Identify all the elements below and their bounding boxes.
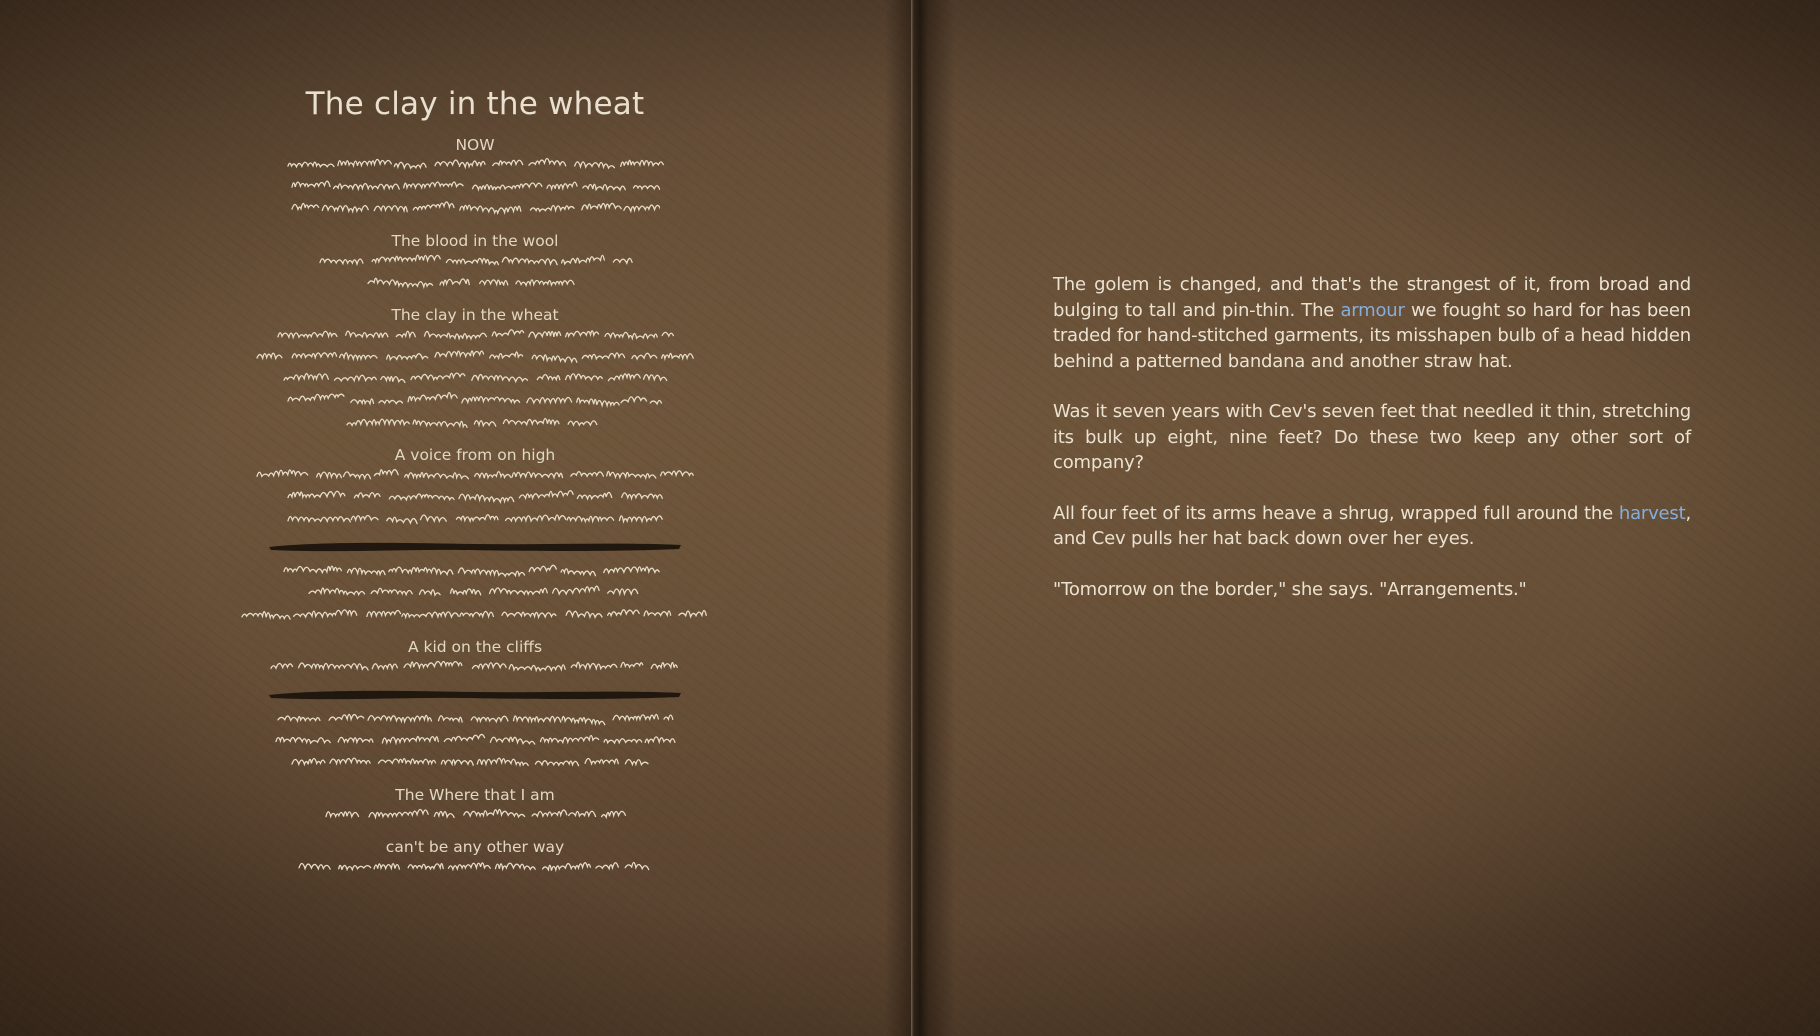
brush-stroke: [265, 686, 685, 702]
scribble-stroke: [288, 491, 662, 502]
scribble-stroke: [320, 255, 632, 264]
scribble-stroke: [292, 202, 660, 213]
verse-section: [150, 838, 800, 878]
scribble-line: [150, 604, 800, 626]
book-spine-shadow: [885, 0, 955, 1036]
scribble-text: [282, 560, 668, 580]
scribble-line-group: [150, 708, 800, 774]
scribble-stroke: [278, 714, 673, 724]
paragraph: All four feet of its arms heave a shrug, wrapped full around the harvest, and Cev pulls her hat back down over her eyes.: [1053, 502, 1691, 549]
verse-section: [150, 638, 800, 774]
scribble-text: [269, 656, 681, 676]
scribble-text: [286, 486, 664, 506]
scribble-line-group: [150, 804, 800, 826]
verse-heading[interactable]: The Where that I am: [395, 786, 555, 804]
scribble-text: [286, 390, 664, 410]
left-page: [150, 60, 800, 878]
page-title: The clay in the wheat: [305, 86, 645, 122]
scribble-line: [150, 272, 800, 294]
verse-heading[interactable]: The blood in the wool: [391, 232, 559, 250]
scribble-stroke: [347, 418, 597, 427]
scribble-text: [290, 752, 660, 772]
scribble-stroke: [257, 351, 693, 362]
scribble-line: [150, 250, 800, 272]
verse-heading[interactable]: The clay in the wheat: [391, 306, 559, 324]
verse-section: [150, 446, 800, 626]
brush-stroke: [265, 538, 685, 554]
scribble-line-group: [150, 250, 800, 294]
scribble-line: [150, 324, 800, 346]
paragraph: The golem is changed, and that's the strangest of it, from broad and bulging to tall and pin-thin. The armour we fought so hard for has been traded for hand-stitched garments, its misshapen bulb of a head hidden behind a patterned bandana and another straw hat.: [1053, 274, 1692, 372]
scribble-stroke: [299, 863, 649, 871]
verse-heading[interactable]: A kid on the cliffs: [407, 638, 543, 656]
scribble-line-group: [150, 856, 800, 878]
scribble-line-group: [150, 656, 800, 678]
scribble-line: [150, 176, 800, 198]
scribble-text: [276, 708, 675, 728]
scribble-line: [150, 804, 800, 826]
scribble-text: [318, 250, 633, 270]
scribble-text: [240, 604, 710, 624]
scribble-line-group: [150, 464, 800, 530]
scribble-stroke: [278, 330, 673, 339]
scribble-line: [150, 856, 800, 878]
scribble-stroke: [288, 515, 662, 524]
scribble-line: [150, 346, 800, 368]
scribble-stroke: [276, 734, 675, 744]
verse-section: [150, 232, 800, 294]
scribble-text: [324, 804, 626, 824]
scribble-text: [290, 198, 660, 218]
scribble-stroke: [288, 159, 663, 169]
scribble-line: [150, 464, 800, 486]
verse-heading[interactable]: NOW: [455, 136, 495, 154]
scribble-stroke: [292, 181, 660, 190]
scribble-line: [150, 730, 800, 752]
verse-heading[interactable]: can't be any other way: [385, 838, 565, 856]
scribble-line-group: [150, 324, 800, 434]
scribble-line: [150, 708, 800, 730]
scribble-line: [150, 412, 800, 434]
scribble-line: [150, 582, 800, 604]
scribble-text: [290, 176, 660, 196]
scribble-text: [286, 508, 664, 528]
keyword-link-harvest[interactable]: harvest: [1618, 502, 1686, 524]
paragraph: Was it seven years with Cev's seven feet that needled it thin, stretching its bulk up eight, nine feet? Do these two keep any other sort of company?: [1053, 401, 1691, 473]
ink-strikethrough: [265, 686, 685, 702]
scribble-text: [297, 856, 654, 876]
scribble-stroke: [257, 470, 693, 479]
scribble-line-group: [150, 560, 800, 626]
scribble-stroke: [242, 610, 706, 619]
scribble-text: [345, 412, 605, 432]
scribble-stroke: [326, 809, 625, 817]
scribble-line: [150, 752, 800, 774]
scribble-line: [150, 154, 800, 176]
scribble-stroke: [284, 565, 659, 576]
scribble-stroke: [271, 662, 677, 671]
scribble-text: [366, 272, 584, 292]
right-page-text: [1053, 272, 1691, 627]
scribble-text: [286, 154, 664, 174]
ink-strikethrough: [265, 538, 685, 554]
scribble-stroke: [292, 758, 648, 766]
book-spine-crease: [911, 0, 914, 1036]
scribble-stroke: [309, 586, 638, 595]
scribble-text: [307, 582, 643, 602]
scribble-line: [150, 198, 800, 220]
scribble-line-group: [150, 154, 800, 220]
scribble-line: [150, 656, 800, 678]
paragraph: "Tomorrow on the border," she says. "Arrangements.": [1053, 578, 1527, 600]
scribble-text: [255, 346, 696, 366]
scribble-line: [150, 508, 800, 530]
scribble-text: [255, 464, 696, 484]
verse-section: [150, 306, 800, 434]
scribble-line: [150, 368, 800, 390]
scribble-stroke: [288, 393, 661, 406]
scribble-stroke: [368, 278, 574, 286]
scribble-text: [282, 368, 668, 388]
scribble-stroke: [284, 373, 667, 382]
scribble-text: [274, 730, 677, 750]
scribble-line: [150, 486, 800, 508]
scribble-line: [150, 560, 800, 582]
verse-section: [150, 136, 800, 220]
scribble-line: [150, 390, 800, 412]
verse-section: [150, 786, 800, 826]
scribble-text: [276, 324, 675, 344]
verse-heading[interactable]: A voice from on high: [394, 446, 556, 464]
keyword-link-armour[interactable]: armour: [1340, 299, 1405, 321]
